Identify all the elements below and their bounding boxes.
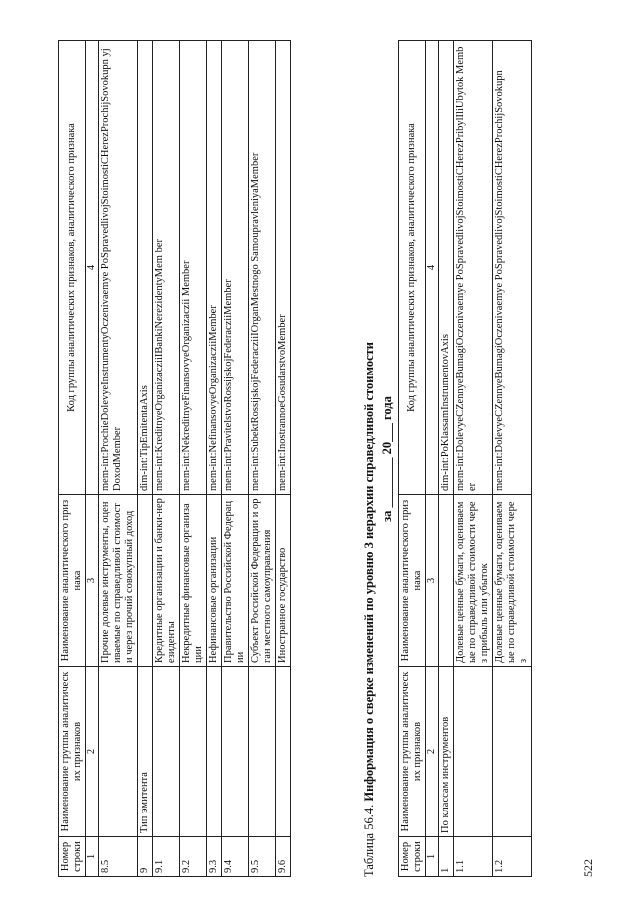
table-row [99,41,138,877]
feature-name-cell: Долевые ценные бумаги, оцениваемые по справедливой стоимости через прибыль или убыток [454,495,493,667]
group-name-cell [222,667,249,837]
code-cell: dim-int:TipEmitentaAxis [138,41,153,495]
reporting-period: за ________ 20___ года [380,396,394,522]
column-number: 2 [86,667,99,837]
column-header: Код группы аналитических признаков, аналитического признака [399,41,426,495]
row-number-cell: 8.5 [99,837,138,877]
table-caption-label: Таблица 56.4. [362,804,376,877]
code-cell: mem-int:PravitelstvoRossijskojFederacziiMember [222,41,249,495]
analytic-features-table-1 [58,40,291,877]
feature-name-cell: Прочие долевые инструменты, оцениваемые по справедливой стоимости через прочий совокупный доход [99,495,138,667]
column-number: 2 [426,667,439,837]
group-name-cell [454,667,493,837]
column-header: Номер строки [399,837,426,877]
code-cell: mem-int:DolevyeCZennyeBumagiOczenivaemye PoSpravedlivojStoimostiCHerezPribylIliUbytok Member [454,41,493,495]
row-number-cell: 9.3 [207,837,222,877]
table-row [153,41,180,877]
code-cell: dim-int:PoKlassamInstrumentovAxis [439,41,454,495]
column-header: Наименование аналитического признака [399,495,426,667]
code-cell: mem-int:InostrannoeGosudarstvoMember [276,41,291,495]
column-header: Номер строки [59,837,86,877]
row-number-cell: 9.4 [222,837,249,877]
column-number: 1 [86,837,99,877]
column-number-row [86,41,99,877]
table-header-row [59,41,86,877]
table-row [439,41,454,877]
row-number-cell: 9 [138,837,153,877]
group-name-cell [207,667,222,837]
column-number: 3 [426,495,439,667]
analytic-features-table-2 [398,40,532,877]
code-cell: mem-int:SubektRossijskojFederacziiIOrganMestnogo SamoupravleniyaMember [249,41,276,495]
group-name-cell [180,667,207,837]
feature-name-cell: Иностранное государство [276,495,291,667]
feature-name-cell [138,495,153,667]
table-row [493,41,532,877]
group-name-cell [153,667,180,837]
column-header: Код группы аналитических признаков, аналитического признака [59,41,86,495]
feature-name-cell [439,495,454,667]
row-number-cell: 9.6 [276,837,291,877]
feature-name-cell: Некредитные финансовые организации [180,495,207,667]
code-cell: mem-int:NekreditnyeFinansovyeOrganizaczii Member [180,41,207,495]
feature-name-cell: Нефинансовые организации [207,495,222,667]
table-header-row [399,41,426,877]
feature-name-cell: Правительство Российской Федерации [222,495,249,667]
code-cell: mem-int:DolevyeCZennyeBumagiOczenivaemye PoSpravedlivojStoimostiCHerezProchijSovokupn [493,41,532,495]
column-number: 1 [426,837,439,877]
page-number: 522 [581,859,595,877]
group-name-cell: По классам инструментов [439,667,454,837]
group-name-cell [249,667,276,837]
column-number: 4 [86,41,99,495]
table-row [180,41,207,877]
table-row [207,41,222,877]
column-header: Наименование аналитического признака [59,495,86,667]
feature-name-cell: Субъект Российской Федерации и орган местного самоуправления [249,495,276,667]
code-cell: mem-int:KreditnyeOrganizaczііIBankiNerezidentyMem ber [153,41,180,495]
code-cell: mem-int:NefinansovyeOrganizacziiMember [207,41,222,495]
group-name-cell [276,667,291,837]
row-number-cell: 1 [439,837,454,877]
table-caption-title: Информация о сверке изменений по уровню 3 иерархии справедливой стоимости [362,342,376,802]
column-header: Наименование группы аналитических признаков [399,667,426,837]
table-row [138,41,153,877]
group-name-cell [99,667,138,837]
feature-name-cell: Кредитные организации и банки-нерезиденты [153,495,180,667]
row-number-cell: 1.1 [454,837,493,877]
group-name-cell: Тип эмитента [138,667,153,837]
column-number-row [426,41,439,877]
feature-name-cell: Долевые ценные бумаги, оцениваемые по справедливой стоимости через [493,495,532,667]
table-row [222,41,249,877]
column-number: 4 [426,41,439,495]
table-row [276,41,291,877]
row-number-cell: 9.2 [180,837,207,877]
code-cell: mem-int:ProchieDolevyeInstrumentyOczenivaemye PoSpravedlivojStoimostiCHerezProchijSovokupn yjDoxodMember [99,41,138,495]
column-header: Наименование группы аналитических признаков [59,667,86,837]
table-row [249,41,276,877]
group-name-cell [493,667,532,837]
table-caption [362,41,377,877]
row-number-cell: 9.1 [153,837,180,877]
column-number: 3 [86,495,99,667]
row-number-cell: 9.5 [249,837,276,877]
table-row [454,41,493,877]
row-number-cell: 1.2 [493,837,532,877]
